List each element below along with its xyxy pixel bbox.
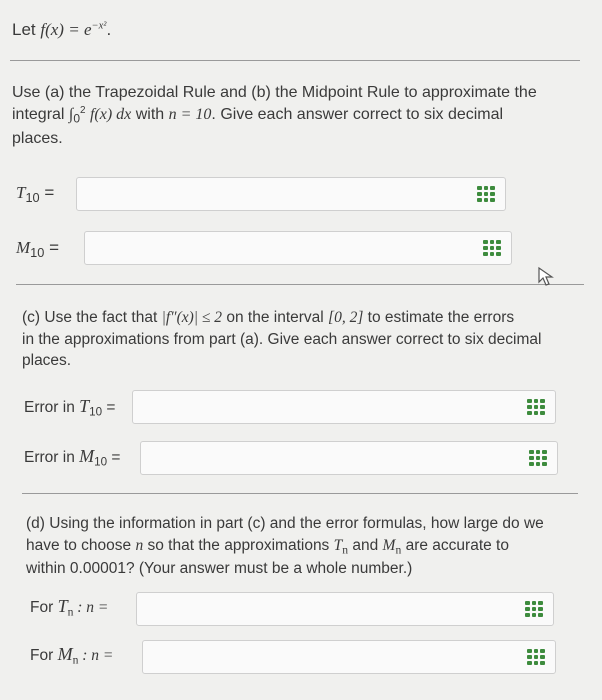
text: (c) Use the fact that: [22, 309, 162, 326]
part-ab-line2: [12, 104, 592, 127]
m-symbol: M: [57, 644, 73, 664]
keyboard-icon[interactable]: [477, 186, 495, 202]
part-c-line3: places.: [22, 352, 72, 370]
t-subscript: 10: [89, 405, 103, 419]
divider: [16, 284, 584, 285]
part-ab-instructions: [12, 82, 592, 150]
part-d-line3: within 0.00001? (Your answer must be a whole number.): [26, 560, 413, 578]
n-value: n = 10: [168, 106, 212, 124]
integral-upper: 2: [80, 105, 86, 117]
n-for-tn-input[interactable]: [136, 592, 554, 626]
integral-sign: ∫: [68, 106, 74, 124]
part-ab-line3: places.: [12, 129, 63, 147]
text: on the interval: [222, 309, 329, 326]
t-subscript: 10: [25, 189, 40, 205]
t10-input[interactable]: [76, 177, 506, 211]
for-mn-label: [30, 644, 113, 666]
m-symbol: M: [79, 446, 95, 466]
m-subscript: 10: [94, 455, 108, 469]
text: and: [348, 536, 383, 554]
interval: [0, 2]: [328, 309, 364, 326]
t10-label: [16, 183, 54, 205]
error-m10-input[interactable]: [140, 441, 558, 475]
integrand: f(x) dx: [89, 106, 132, 124]
keyboard-icon[interactable]: [525, 601, 543, 617]
problem-statement: [12, 18, 111, 42]
m-symbol: M: [16, 238, 31, 257]
n-for-mn-input[interactable]: [142, 640, 556, 674]
t-symbol: T: [79, 396, 90, 416]
for-tn-label: [30, 596, 108, 618]
t-subscript: n: [67, 605, 74, 619]
integral-lower: 0: [73, 111, 80, 126]
keyboard-icon[interactable]: [527, 399, 545, 415]
text: to estimate the errors: [363, 309, 515, 326]
text: with: [131, 106, 169, 124]
keyboard-icon[interactable]: [529, 450, 547, 466]
function-definition: f(x) = e: [40, 20, 92, 39]
intro-prefix: Let: [12, 20, 36, 39]
part-ab-line1: Use (a) the Trapezoidal Rule and (b) the Midpoint Rule to approximate the: [12, 84, 537, 101]
equals: =: [102, 399, 116, 416]
text: have to choose: [26, 536, 136, 554]
n-equals: : n =: [73, 599, 109, 616]
error-t10-input[interactable]: [132, 390, 556, 424]
part-c-line2: in the approximations from part (a). Give each answer correct to six decimal: [22, 330, 542, 348]
text: Error in: [24, 449, 80, 466]
text: are accurate to: [401, 536, 509, 554]
m-subscript: n: [72, 653, 79, 667]
t-symbol: T: [57, 596, 68, 616]
m10-input[interactable]: [84, 231, 512, 265]
text: For: [30, 647, 58, 664]
keyboard-icon[interactable]: [527, 649, 545, 665]
part-d-line2: [26, 535, 592, 559]
tn-symbol: T: [333, 536, 343, 554]
text: . Give each answer correct to six decimal: [211, 106, 504, 124]
part-d-instructions: [26, 513, 592, 580]
equals: =: [107, 449, 121, 466]
tn-subscript: n: [342, 543, 349, 557]
equals: =: [39, 183, 55, 202]
exponent: −x²: [91, 20, 107, 32]
keyboard-icon[interactable]: [483, 240, 501, 256]
period: .: [106, 20, 112, 39]
part-c-instructions: [22, 307, 592, 372]
error-m10-label: [24, 446, 120, 468]
n-symbol: n: [135, 536, 144, 554]
divider: [22, 493, 578, 494]
divider: [10, 60, 580, 61]
equals: =: [44, 238, 60, 257]
part-c-line1: [22, 307, 592, 329]
second-derivative-bound: |f″(x)| ≤ 2: [161, 309, 223, 326]
mn-symbol: M: [382, 536, 396, 554]
n-equals: : n =: [78, 647, 114, 664]
mouse-pointer-icon: [537, 266, 559, 288]
text: integral: [12, 106, 69, 124]
m10-label: [16, 238, 59, 260]
t-symbol: T: [16, 183, 26, 202]
error-t10-label: [24, 396, 115, 418]
text: so that the approximations: [143, 536, 334, 554]
mn-subscript: n: [395, 543, 402, 557]
m-subscript: 10: [30, 244, 45, 260]
part-d-line1: (d) Using the information in part (c) and the error formulas, how large do we: [26, 515, 544, 532]
text: Error in: [24, 399, 80, 416]
text: For: [30, 599, 58, 616]
